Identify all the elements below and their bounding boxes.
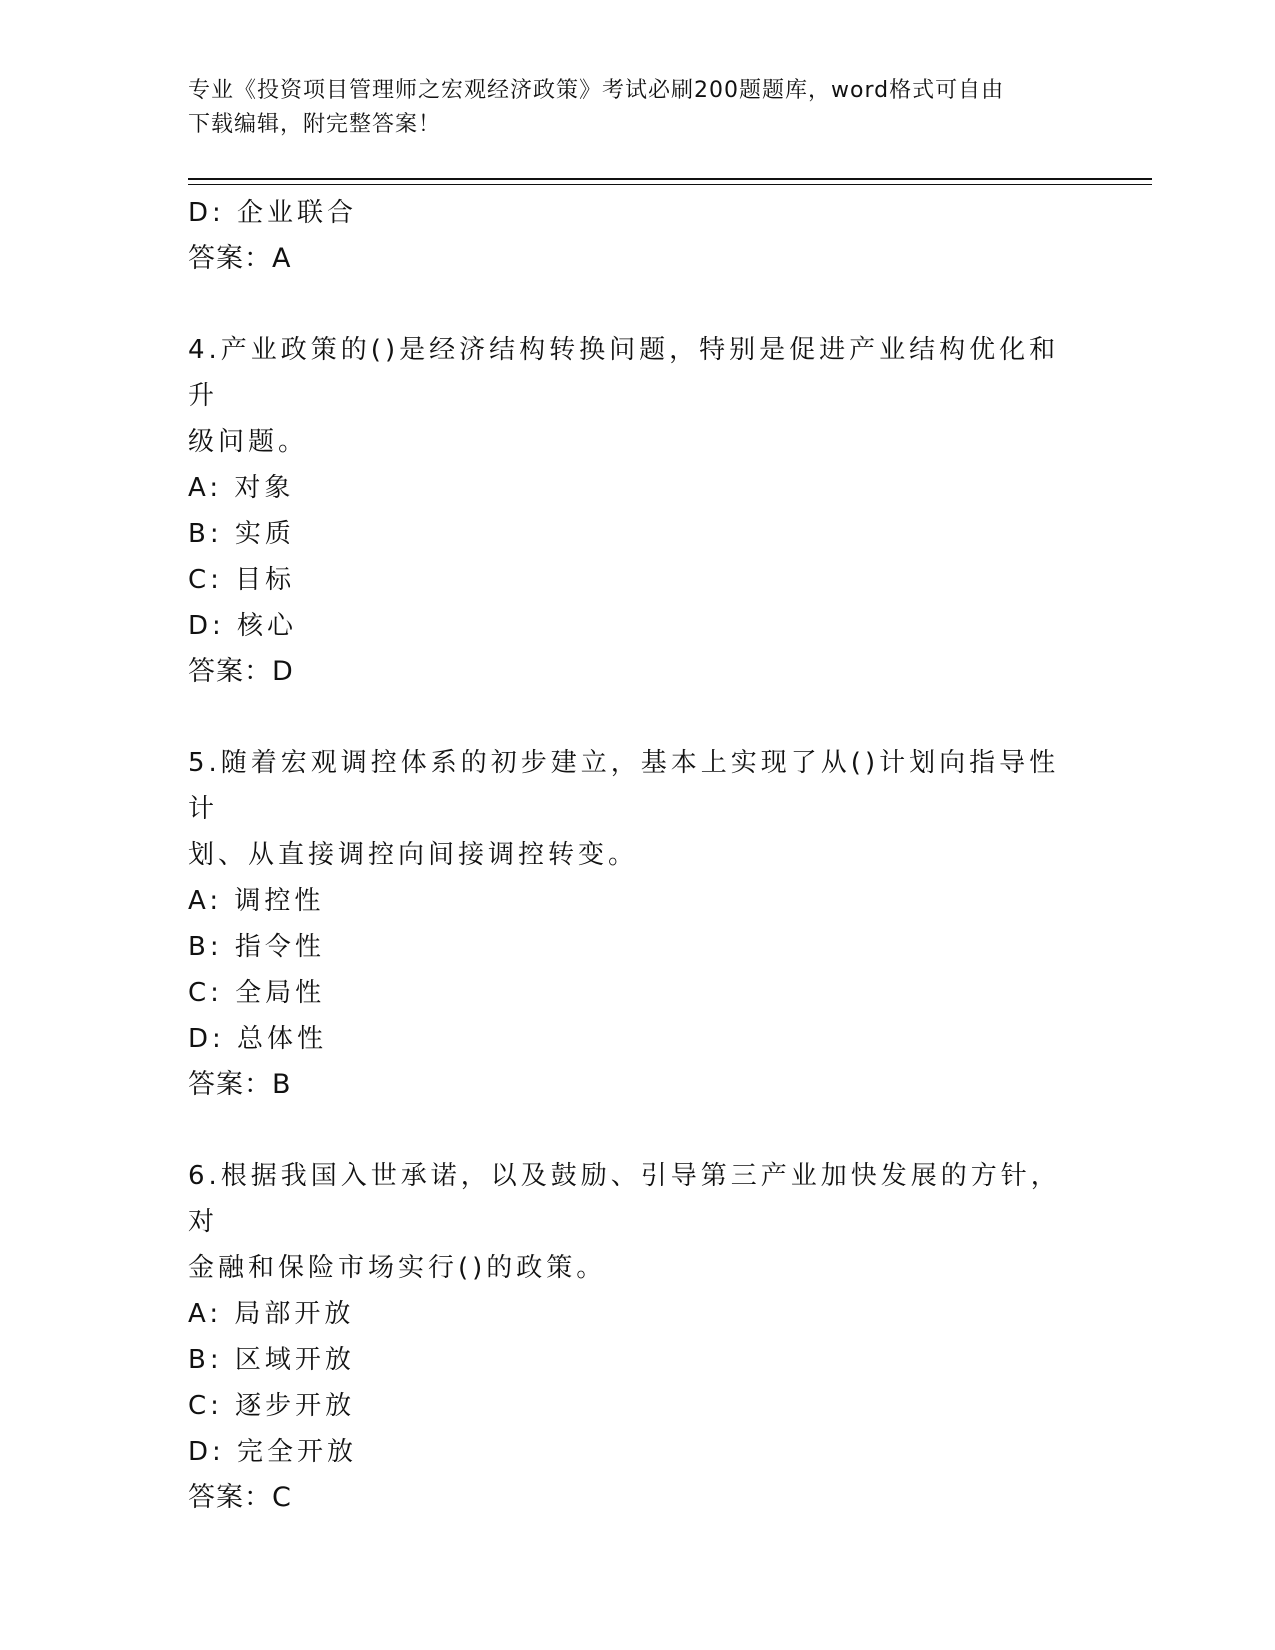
question-content [188, 190, 1088, 1521]
option-c: C: 逐步开放 [188, 1391, 356, 1421]
option-d: D: 企业联合 [188, 198, 358, 228]
option-c: C: 目标 [188, 565, 296, 595]
question-stem-line-1: 5.随着宏观调控体系的初步建立，基本上实现了从()计划向指导性计 [188, 748, 1060, 824]
question-stem-line-1: 4.产业政策的()是经济结构转换问题，特别是促进产业结构优化和升 [188, 335, 1060, 411]
question-stem [188, 327, 1068, 465]
option-d: D: 核心 [188, 611, 298, 641]
option-a: A: 调控性 [188, 886, 325, 916]
question-stem [188, 740, 1068, 878]
option-d: D: 完全开放 [188, 1437, 358, 1467]
option-c: C: 全局性 [188, 978, 326, 1008]
header-title-line-2: 下载编辑，附完整答案！ [188, 112, 442, 137]
question-stem-line-1: 6.根据我国入世承诺，以及鼓励、引导第三产业加快发展的方针，对 [188, 1161, 1061, 1237]
option-b: B: 实质 [188, 519, 295, 549]
option-b: B: 指令性 [188, 932, 325, 962]
option-a: A: 对象 [188, 473, 295, 503]
question-stem-line-2: 划、从直接调控向间接调控转变。 [188, 840, 639, 870]
header-rule-thin [188, 184, 1152, 185]
option-b: B: 区域开放 [188, 1345, 355, 1375]
answer-line: 答案：D [188, 656, 294, 687]
question-stem [188, 1153, 1068, 1291]
question-stem-line-2: 级问题。 [188, 427, 309, 457]
answer-line: 答案：C [188, 1482, 292, 1513]
answer-line: 答案：B [188, 1069, 292, 1100]
question-stem-line-2: 金融和保险市场实行()的政策。 [188, 1253, 607, 1283]
continued-question [188, 190, 1088, 282]
header-title-line-1: 专业《投资项目管理师之宏观经济政策》考试必刷200题题库，word格式可自由 [188, 78, 1005, 103]
question-4 [188, 327, 1088, 695]
question-6 [188, 1153, 1088, 1521]
question-5 [188, 740, 1088, 1108]
header-rule-thick [188, 178, 1152, 180]
answer-line: 答案：A [188, 243, 292, 274]
document-header [188, 74, 1088, 142]
option-a: A: 局部开放 [188, 1299, 355, 1329]
option-d: D: 总体性 [188, 1024, 328, 1054]
